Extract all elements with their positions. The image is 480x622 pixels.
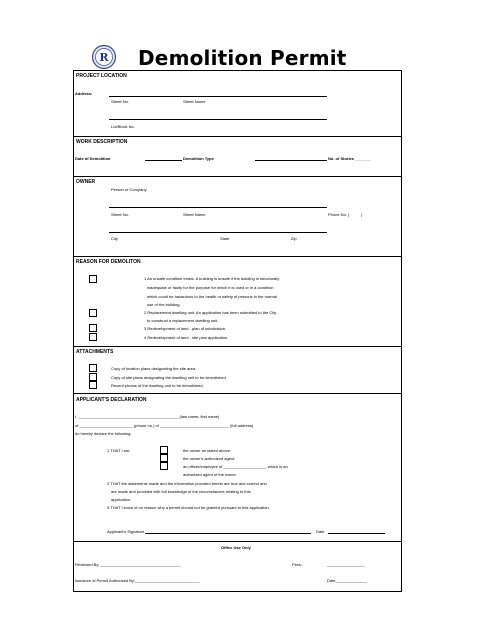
reason-line: 3 Redevelopment of land - plan of subdivision. [144,326,227,331]
reviewed-by-field[interactable]: Reviewed By: ____________________________________ [75,562,181,567]
demolition-type-label: Demolition Type [183,156,214,161]
stories-label: No. of Stories _______ [328,156,371,161]
divider [73,346,401,347]
declaration-address-line: of ________________________ (phone no.) of _______________________________ (full address) [75,423,254,428]
divider [73,393,401,394]
state-label: State [220,236,230,241]
reason-4-checkbox[interactable] [89,333,97,341]
declaration-intro: do hereby declare the following: [75,431,132,436]
declaration-option: authorized agent of the owner. [183,472,237,477]
section-header-owner: OWNER [76,179,96,185]
agent-checkbox[interactable] [160,454,168,462]
declaration-statement-2: 2 THAT the statements made and the information provided herein are true and correct and [107,481,267,486]
signature-date-label: Date [316,529,325,534]
declaration-option: the owner's authorized agent. [183,456,236,461]
page-title: Demolition Permit [138,46,347,70]
reason-line: inadequate or faulty for the purpose for which it is used or in a condition [147,285,274,290]
street-name-label: Street Name [183,99,206,104]
date-of-demolition-label: Date of Demolition [75,156,111,161]
section-header-work-description: WORK DESCRIPTION [76,139,128,145]
reason-line: 1 An unsafe condition exists. A building is unsafe if the building is structurally [144,276,280,281]
owner-street-name-label: Street Name [183,212,206,217]
officer-checkbox[interactable] [160,462,168,470]
company-logo [91,44,117,70]
attachment-3-checkbox[interactable] [89,381,97,389]
signature-label: Applicant's Signature [107,529,145,534]
city-label: City [111,236,118,241]
that-i-am-label: 1 THAT I am: [107,448,131,453]
divider [73,136,401,137]
section-header-declaration: APPLICANT'S DECLARATION [76,397,147,403]
reason-3-checkbox[interactable] [89,324,97,332]
declaration-option: an officer/employee of ___________________, which is an [183,464,288,469]
reason-2-checkbox[interactable] [89,309,97,317]
owner-street-no-label: Street No. [111,212,130,217]
section-header-project-location: PROJECT LOCATION [76,73,127,79]
phone-close-paren: ) [361,212,363,217]
logo-letter: R [99,51,109,64]
logo-seal-icon [91,44,117,70]
attachment-item: Recent photos of the dwelling unit to be demolished. [111,383,204,388]
person-company-label: Person or Company [111,187,147,192]
reason-line: 2 Replacement dwelling unit. An application has been submitted to the City [144,310,277,315]
reason-line: which could be hazardous to the health or safety of persons in the normal [147,294,277,299]
declaration-statement-2: are made and provided with full knowledge of the circumstances relating to this [111,489,251,494]
lot-block-label: Lot/Block No. [111,124,135,129]
office-use-header: Office Use Only [221,545,251,550]
reason-line: to construct a replacement dwelling unit. [147,318,219,323]
zip-label: Zip [291,236,297,241]
attachment-1-checkbox[interactable] [89,364,97,372]
date-of-demolition-field[interactable] [145,160,182,161]
lot-block-field[interactable] [109,119,327,120]
owner-checkbox[interactable] [160,446,168,454]
signature-date-field[interactable] [328,533,385,534]
reason-line: use of the building. [147,302,181,307]
street-no-label: Street No. [111,99,130,104]
owner-name-field[interactable] [109,207,327,208]
owner-city-field[interactable] [109,232,327,233]
attachment-item: Copy of location plans designating the site area. [111,366,197,371]
demolition-type-field[interactable] [255,160,327,161]
divider [73,541,401,542]
declaration-name-line: I, _____________________________________________ (last name, first name) [75,414,220,419]
divider [73,176,401,177]
address-field[interactable] [109,96,327,97]
signature-field[interactable] [145,533,311,534]
fees-field[interactable]: _________________ [327,562,365,567]
address-label: Address: [75,91,93,96]
declaration-statement-3: 3 THAT I know of no reason why a permit should not be granted pursuant to this application. [107,505,270,510]
section-header-reason: REASON FOR DEMOLITON [76,259,141,265]
section-header-attachments: ATTACHMENTS [76,349,114,355]
form-frame [73,70,402,592]
office-date-field[interactable]: Date______________ [327,578,367,583]
declaration-option: the owner as stated above. [183,448,232,453]
issuance-field[interactable]: Issuance of Permit Authorized By:_____________________________ [75,578,200,583]
phone-label: Phone No. ( [328,212,350,217]
reason-line: 4 Redevelopment of land - site plan application. [144,335,229,340]
reason-1-checkbox[interactable] [89,275,97,283]
fees-label: Fees: [292,562,303,567]
declaration-statement-2: application. [111,497,132,502]
divider [73,256,401,257]
attachment-item: Copy of site plans designating the dwelling unit to be demolished. [111,375,227,380]
attachment-2-checkbox[interactable] [89,373,97,381]
